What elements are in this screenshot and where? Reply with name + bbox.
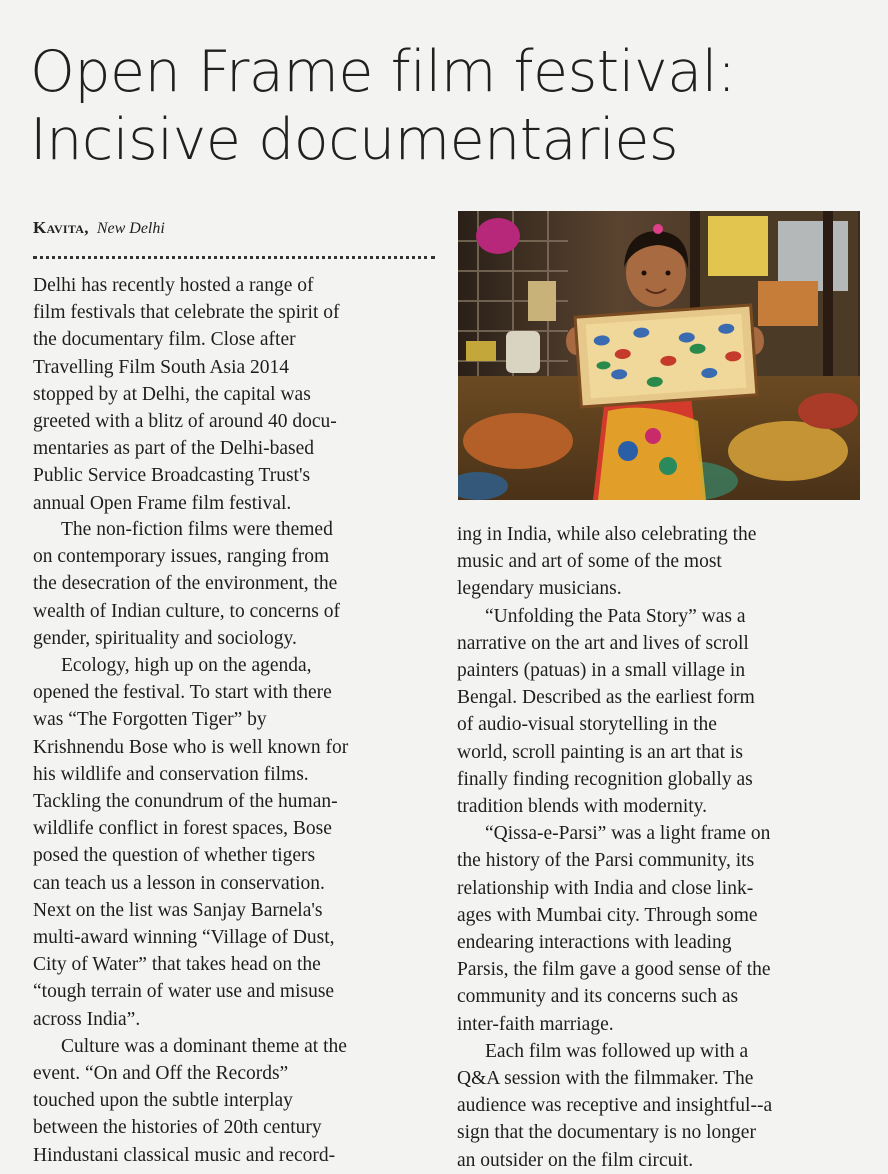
headline-line-2: Incisive documentaries (30, 107, 679, 173)
text-line: ages with Mumbai city. Through some (457, 904, 758, 926)
text-line: narrative on the art and lives of scroll (457, 632, 749, 654)
text-line: “Unfolding the Pata Story” was a (485, 605, 746, 627)
text-line: “Qissa-e-Parsi” was a light frame on (485, 823, 771, 845)
text-line: gender, spirituality and sociology. (33, 627, 297, 649)
text-line: Q&A session with the filmmaker. The (457, 1068, 754, 1090)
text-line: Bengal. Described as the earliest form (457, 687, 755, 709)
author-location: New Delhi (96, 220, 165, 237)
text-line: posed the question of whether tigers (33, 845, 316, 867)
text-line: Ecology, high up on the agenda, (61, 655, 312, 677)
byline (33, 218, 165, 238)
text-line: legendary musicians. (457, 578, 622, 600)
text-line: multi-award winning “Village of Dust, (33, 927, 335, 949)
text-line: Krishnendu Bose who is well known for (33, 736, 349, 758)
text-line: stopped by at Delhi, the capital was (33, 383, 311, 405)
text-line: between the histories of 20th century (33, 1117, 322, 1139)
text-line: across India”. (33, 1008, 141, 1030)
text-line: an outsider on the film circuit. (457, 1149, 694, 1171)
article-column-right (457, 521, 772, 1174)
text-line: touched upon the subtle interplay (33, 1090, 293, 1112)
text-line: mentaries as part of the Delhi-based (33, 438, 315, 460)
text-line: greeted with a blitz of around 40 docu- (33, 411, 337, 433)
byline-divider (33, 256, 435, 259)
paragraph-5 (457, 603, 772, 821)
text-line: inter-faith marriage. (457, 1013, 614, 1035)
article-column-left-top (33, 272, 339, 517)
text-line: event. “On and Off the Records” (33, 1063, 289, 1085)
text-line: Travelling Film South Asia 2014 (33, 356, 290, 378)
text-line: endearing interactions with leading (457, 932, 732, 954)
paragraph-3 (33, 652, 348, 1033)
article-column-left-bottom (33, 516, 348, 1169)
paragraph-1 (33, 272, 339, 517)
headline-line-1: Open Frame film festival: (30, 39, 736, 105)
text-line: can teach us a lesson in conservation. (33, 872, 325, 894)
author-name: Kavita, (33, 218, 89, 237)
paragraph-7 (457, 1038, 772, 1174)
text-line: world, scroll painting is an art that is (457, 741, 743, 763)
text-line: audience was receptive and insightful--a (457, 1095, 773, 1117)
text-line: music and art of some of the most (457, 551, 722, 573)
text-line: tradition blends with modernity. (457, 796, 708, 818)
text-line: wildlife conflict in forest spaces, Bose (33, 818, 332, 840)
text-line: Hindustani classical music and record- (33, 1144, 336, 1166)
text-line: was “The Forgotten Tiger” by (33, 709, 267, 731)
paragraph-2 (33, 516, 348, 652)
text-line: The non-fiction films were themed (61, 519, 333, 540)
text-line: the desecration of the environment, the (33, 573, 338, 595)
text-line: the history of the Parsi community, its (457, 850, 755, 872)
paragraph-6 (457, 820, 772, 1038)
text-line: Public Service Broadcasting Trust's (33, 465, 311, 487)
text-line: community and its concerns such as (457, 986, 739, 1008)
child-holding-scroll-painting-photo-icon (458, 211, 860, 500)
text-line: Delhi has recently hosted a range of (33, 275, 314, 296)
text-line: painters (patuas) in a small village in (457, 660, 746, 682)
text-line: relationship with India and close link- (457, 877, 754, 899)
text-line: annual Open Frame film festival. (33, 492, 292, 514)
text-line: film festivals that celebrate the spirit of (33, 302, 340, 324)
text-line: Parsis, the film gave a good sense of the (457, 959, 771, 981)
text-line: of audio-visual storytelling in the (457, 714, 717, 736)
text-line: ing in India, while also celebrating the (457, 524, 757, 545)
text-line: Tackling the conundrum of the human- (33, 791, 338, 813)
text-line: Culture was a dominant theme at the (61, 1035, 347, 1057)
headline (30, 38, 870, 174)
text-line: opened the festival. To start with there (33, 682, 332, 704)
text-line: wealth of Indian culture, to concerns of (33, 600, 341, 622)
text-line: finally finding recognition globally as (457, 768, 753, 790)
text-line: Each film was followed up with a (485, 1040, 749, 1062)
text-line: “tough terrain of water use and misuse (33, 981, 335, 1003)
text-line: Next on the list was Sanjay Barnela's (33, 899, 323, 921)
paragraph-4 (33, 1033, 348, 1169)
paragraph-4-continued (457, 521, 772, 603)
text-line: sign that the documentary is no longer (457, 1122, 756, 1144)
text-line: City of Water” that takes head on the (33, 954, 321, 976)
text-line: on contemporary issues, ranging from (33, 546, 330, 568)
article-photo (458, 211, 860, 500)
text-line: the documentary film. Close after (33, 329, 296, 351)
text-line: his wildlife and conservation films. (33, 763, 309, 785)
